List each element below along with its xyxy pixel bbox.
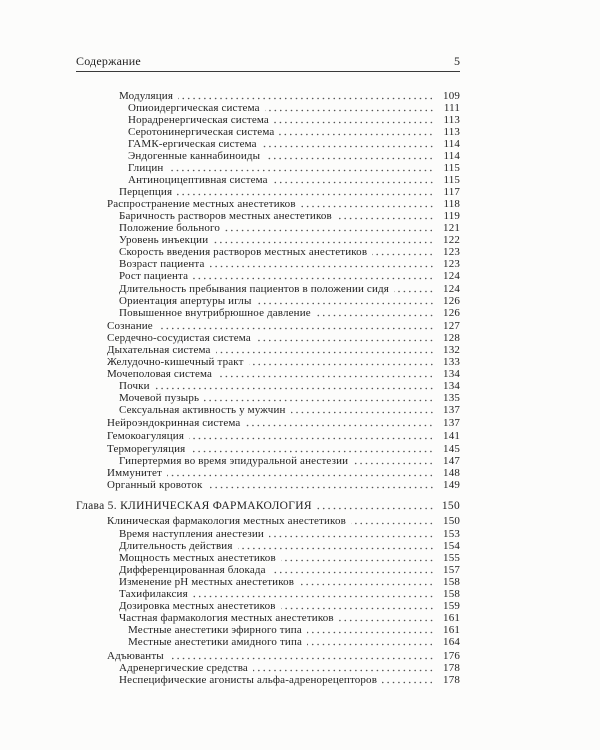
toc-entry	[119, 186, 460, 198]
toc-entry	[119, 392, 460, 404]
toc-entry-page: 113	[443, 114, 460, 126]
toc-entry-page: 178	[443, 674, 460, 686]
toc-entry-page: 134	[443, 380, 460, 392]
leader-dots	[210, 265, 434, 268]
toc-entry-page: 123	[443, 258, 460, 270]
leader-dots	[262, 145, 434, 148]
toc-entry-title: Дозировка местных анестетиков	[119, 600, 276, 612]
toc-entry-page: 124	[443, 283, 460, 295]
toc-entry-title: Скорость введения растворов местных анестетиков	[119, 246, 368, 258]
header-rule	[76, 71, 460, 72]
toc-entry	[119, 576, 460, 588]
chapter-title: Глава 5. КЛИНИЧЕСКАЯ ФАРМАКОЛОГИЯ	[76, 500, 312, 512]
toc-entry-title: Возраст пациента	[119, 258, 205, 270]
toc-entry-page: 126	[443, 307, 460, 319]
toc-entry	[119, 380, 460, 392]
toc-entry	[107, 650, 460, 662]
toc-entry-title: Дифференцированная блокада	[119, 564, 266, 576]
leader-dots	[213, 241, 434, 244]
toc-entry	[119, 404, 460, 416]
leader-dots	[265, 157, 434, 160]
toc-entry-title: Эндогенные каннабиноиды	[128, 150, 261, 162]
toc-entry-title: Дыхательная система	[107, 344, 211, 356]
toc-entry	[128, 624, 460, 636]
toc-entry-page: 178	[443, 662, 460, 674]
toc-entry-page: 155	[443, 552, 460, 564]
toc-entry	[128, 636, 460, 648]
toc-entry	[128, 150, 460, 162]
toc-entry-page: 161	[443, 612, 460, 624]
toc-entry-title: Мочевой пузырь	[119, 392, 200, 404]
toc-entry-page: 118	[443, 198, 460, 210]
toc-entry-page: 127	[443, 320, 460, 332]
toc-entry-title: Опиоидергическая система	[128, 102, 260, 114]
toc-entry-page: 133	[443, 356, 460, 368]
toc-entry-page: 115	[443, 162, 460, 174]
toc-entry-page: 134	[443, 368, 460, 380]
toc-entry-title: Антиноцицептивная система	[128, 174, 268, 186]
toc-entry	[119, 552, 460, 564]
leader-dots	[301, 205, 434, 208]
leader-dots	[249, 363, 434, 366]
leader-dots	[269, 535, 434, 538]
toc-entry	[128, 114, 460, 126]
toc-entry-title: Перцепция	[119, 186, 173, 198]
toc-entry	[107, 332, 460, 344]
toc-entry	[107, 198, 460, 210]
leader-dots	[307, 631, 434, 634]
toc-entry-page: 148	[443, 467, 460, 479]
toc-entry-page: 126	[443, 295, 460, 307]
toc-entry-title: Частная фармакология местных анестетиков	[119, 612, 334, 624]
toc-entry	[107, 467, 460, 479]
toc-entry	[119, 222, 460, 234]
toc-entry-title: Глицин	[128, 162, 164, 174]
toc-entry-title: Почки	[119, 380, 150, 392]
toc-entry-page: 176	[443, 650, 460, 662]
toc-entry-page: 149	[443, 479, 460, 491]
toc-entry	[119, 564, 460, 576]
toc-entry-title: Местные анестетики эфирного типа	[128, 624, 302, 636]
toc-entry-page: 123	[443, 246, 460, 258]
toc-entry	[107, 430, 460, 442]
toc-entry-title: Длительность действия	[119, 540, 233, 552]
toc-entry	[119, 270, 460, 282]
toc-entry-page: 137	[443, 417, 460, 429]
toc-entry-title: Иммунитет	[107, 467, 162, 479]
toc-entry-page: 119	[443, 210, 460, 222]
toc-entry	[107, 320, 460, 332]
leader-dots	[178, 97, 434, 100]
leader-dots	[353, 462, 434, 465]
toc-entry	[128, 162, 460, 174]
toc-entry-title: Время наступления анестезии	[119, 528, 264, 540]
leader-dots	[279, 133, 434, 136]
toc-entry-page: 159	[443, 600, 460, 612]
running-header-title: Содержание	[76, 54, 141, 68]
leader-dots	[155, 387, 434, 390]
leader-dots	[291, 411, 434, 414]
toc-entry-page: 128	[443, 332, 460, 344]
toc-entry-title: Мочеполовая система	[107, 368, 213, 380]
leader-dots	[217, 375, 434, 378]
toc-entry-title: Распространение местных анестетиков	[107, 198, 296, 210]
leader-dots	[238, 547, 434, 550]
leader-dots	[394, 290, 434, 293]
toc-entry	[107, 515, 460, 527]
toc-entry	[119, 588, 460, 600]
leader-dots	[351, 522, 434, 525]
toc-entry-title: Тахифилаксия	[119, 588, 188, 600]
toc-entry-title: Мощность местных анестетиков	[119, 552, 276, 564]
toc-entry-page: 114	[443, 138, 460, 150]
leader-dots	[158, 327, 434, 330]
toc-entry	[128, 138, 460, 150]
leader-dots	[189, 437, 434, 440]
toc-entry	[119, 295, 460, 307]
toc-entry	[107, 356, 460, 368]
leader-dots	[204, 399, 434, 402]
leader-dots	[281, 559, 434, 562]
toc-entry	[128, 126, 460, 138]
toc-entry-title: Сознание	[107, 320, 153, 332]
toc-chapter-heading	[76, 500, 460, 512]
toc-entry-page: 150	[443, 515, 460, 527]
leader-dots	[274, 121, 434, 124]
toc-entry-title: Сердечно-сосудистая система	[107, 332, 251, 344]
leader-dots	[372, 253, 434, 256]
toc-entry-page: 137	[443, 404, 460, 416]
leader-dots	[168, 169, 434, 172]
toc-entry	[107, 417, 460, 429]
toc-entry-title: Модуляция	[119, 90, 174, 102]
toc-entry-page: 161	[443, 624, 460, 636]
leader-dots	[193, 277, 434, 280]
toc-entry-page: 157	[443, 564, 460, 576]
toc-entry-title: Рост пациента	[119, 270, 189, 282]
toc-entry-page: 158	[443, 588, 460, 600]
leader-dots	[316, 314, 434, 317]
toc-entry	[119, 90, 460, 102]
toc-entry	[107, 368, 460, 380]
toc-entry	[119, 662, 460, 674]
leader-dots	[339, 619, 434, 622]
toc-entry-title: Ориентация апертуры иглы	[119, 295, 252, 307]
toc-entry-page: 135	[443, 392, 460, 404]
leader-dots	[265, 109, 434, 112]
toc-entry	[119, 540, 460, 552]
toc-entry-page: 109	[443, 90, 460, 102]
toc-entry	[119, 307, 460, 319]
leader-dots	[256, 339, 434, 342]
toc-entry-title: Местные анестетики амидного типа	[128, 636, 303, 648]
toc-entry	[119, 600, 460, 612]
toc-entry-title: Нейроэндокринная система	[107, 417, 241, 429]
toc-entry-page: 141	[443, 430, 460, 442]
toc-entry	[128, 174, 460, 186]
leader-dots	[337, 217, 434, 220]
toc-entry-title: Органный кровоток	[107, 479, 203, 491]
toc-entry	[128, 102, 460, 114]
toc-entry-page: 115	[443, 174, 460, 186]
toc-entry-title: ГАМК-ергическая система	[128, 138, 257, 150]
toc-entry	[119, 210, 460, 222]
toc-entry-title: Баричность растворов местных анестетиков	[119, 210, 332, 222]
toc-entry	[119, 283, 460, 295]
leader-dots	[169, 657, 434, 660]
toc-entry-title: Клиническая фармакология местных анестетиков	[107, 515, 346, 527]
leader-dots	[225, 229, 434, 232]
toc-entry	[119, 674, 460, 686]
toc-entry-title: Гипертермия во время эпидуральной анестезии	[119, 455, 349, 467]
toc-entry-page: 154	[443, 540, 460, 552]
toc-entry	[107, 479, 460, 491]
toc-entry-title: Желудочно-кишечный тракт	[107, 356, 244, 368]
chapter-page: 150	[441, 500, 460, 512]
toc-entry-title: Неспецифические агонисты альфа-адренорецепторов	[119, 674, 378, 686]
toc-entry-title: Сексуальная активность у мужчин	[119, 404, 286, 416]
toc-entry-page: 113	[443, 126, 460, 138]
toc-entry-title: Изменение pH местных анестетиков	[119, 576, 295, 588]
toc-entry-title: Повышенное внутрибрюшное давление	[119, 307, 311, 319]
toc-entry-page: 132	[443, 344, 460, 356]
toc-entry	[119, 528, 460, 540]
leader-dots	[271, 571, 434, 574]
toc-entry	[119, 234, 460, 246]
toc-entry-page: 111	[443, 102, 460, 114]
toc-entry-title: Положение больного	[119, 222, 221, 234]
toc-entry-title: Гемокоагуляция	[107, 430, 185, 442]
toc-entry-page: 153	[443, 528, 460, 540]
toc-entry-title: Адъюванты	[107, 650, 164, 662]
toc-entry	[119, 612, 460, 624]
toc-entry-title: Норадренергическая система	[128, 114, 269, 126]
leader-dots	[193, 595, 434, 598]
toc-entry-title: Длительность пребывания пациентов в положении сидя	[119, 283, 389, 295]
leader-dots	[273, 181, 434, 184]
toc-entry	[119, 246, 460, 258]
leader-dots	[317, 507, 434, 510]
toc-entry	[107, 344, 460, 356]
leader-dots	[257, 302, 435, 305]
toc-entry	[107, 443, 460, 455]
leader-dots	[190, 450, 434, 453]
toc-entry-page: 164	[443, 636, 460, 648]
toc-entry-page: 147	[443, 455, 460, 467]
toc-entry-page: 122	[443, 234, 460, 246]
toc-entry-title: Серотонинергическая система	[128, 126, 275, 138]
toc-entry	[119, 258, 460, 270]
leader-dots	[245, 424, 434, 427]
toc-entry-page: 158	[443, 576, 460, 588]
toc-entry	[119, 455, 460, 467]
leader-dots	[281, 607, 434, 610]
leader-dots	[299, 583, 434, 586]
toc-entry-title: Терморегуляция	[107, 443, 186, 455]
toc-entry-title: Уровень инъекции	[119, 234, 209, 246]
leader-dots	[167, 474, 434, 477]
toc-entry-page: 124	[443, 270, 460, 282]
toc-entry-page: 117	[443, 186, 460, 198]
toc-entry-page: 121	[443, 222, 460, 234]
toc-entry-page: 145	[443, 443, 460, 455]
leader-dots	[208, 486, 434, 489]
leader-dots	[307, 643, 434, 646]
leader-dots	[177, 193, 434, 196]
toc-entry-title: Адренергические средства	[119, 662, 248, 674]
leader-dots	[216, 351, 434, 354]
running-header-page-number: 5	[454, 54, 460, 68]
leader-dots	[382, 681, 434, 684]
toc-entry-page: 114	[443, 150, 460, 162]
leader-dots	[253, 669, 434, 672]
